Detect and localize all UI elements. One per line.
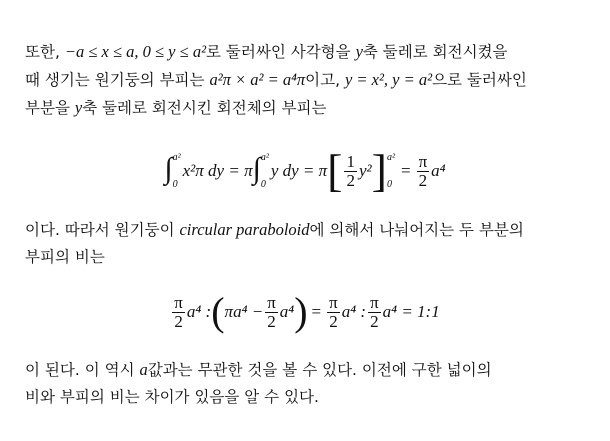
paragraph-1-line-2 <box>25 66 585 94</box>
equation-volume-integral <box>0 146 610 196</box>
upper-limit: a² <box>260 152 269 163</box>
term: πa⁴ − <box>224 302 264 321</box>
integral-limits <box>173 152 181 190</box>
paragraph-2-line-2 <box>25 244 585 271</box>
text: 이 된다. 이 역시 <box>25 361 135 379</box>
paragraph-2 <box>25 216 585 271</box>
lower-limit: 0 <box>172 179 178 190</box>
upper-limit: a² <box>386 152 395 163</box>
math-inline: −a ≤ x ≤ a, 0 ≤ y ≤ a² <box>64 42 207 61</box>
upper-limit: a² <box>172 152 181 163</box>
equals-sign: = <box>311 302 322 321</box>
fraction <box>327 294 340 331</box>
text: 값과는 무관한 것을 볼 수 있다. 이전에 구한 넓이의 <box>147 361 492 379</box>
text: 이고, <box>305 71 340 89</box>
paragraph-3-line-2 <box>25 384 585 411</box>
term: a⁴ : <box>186 302 212 321</box>
text: 에 의해서 나눠어지는 두 부분의 <box>309 221 524 239</box>
fraction <box>172 294 185 331</box>
math-inline: circular paraboloid <box>179 220 310 239</box>
text: 부분을 <box>25 99 70 117</box>
fraction <box>417 153 430 190</box>
integrand: y dy = π <box>270 161 328 180</box>
term: a⁴ : <box>341 302 367 321</box>
equation-volume-ratio <box>0 287 610 337</box>
right-bracket: ] <box>371 145 387 196</box>
denominator: 2 <box>329 311 338 331</box>
numerator: π <box>418 151 428 171</box>
term: a⁴ = 1:1 <box>382 302 440 321</box>
integrand: x²π dy = π <box>182 161 253 180</box>
denominator: 2 <box>346 170 355 190</box>
fraction <box>265 294 278 331</box>
paragraph-2-line-1 <box>25 216 585 244</box>
text: 비와 부피의 비는 차이가 있음을 알 수 있다. <box>25 388 319 406</box>
denominator: 2 <box>370 311 379 331</box>
numerator: π <box>267 292 276 312</box>
left-bracket: [ <box>327 145 343 196</box>
evaluation-limits <box>387 152 395 190</box>
numerator: π <box>370 292 379 312</box>
denominator: 2 <box>267 311 276 331</box>
term: y² <box>358 161 372 180</box>
math-inline: y <box>355 42 363 61</box>
text: 부피의 비는 <box>25 248 105 266</box>
numerator: 1 <box>346 151 355 171</box>
text: 축 둘레로 회전시킨 회전체의 부피는 <box>82 99 327 117</box>
integral-limits <box>261 152 269 190</box>
left-paren: ( <box>211 289 225 334</box>
term: a⁴ <box>279 302 295 321</box>
text: 으로 둘러싸인 <box>432 71 527 89</box>
math-inline: a <box>139 360 148 379</box>
paragraph-1 <box>25 38 585 122</box>
paragraph-1-line-1 <box>25 38 585 66</box>
text: 축 둘레로 회전시켰을 <box>362 43 508 61</box>
math-inline: a²π × a² = a⁴π <box>209 70 306 89</box>
paragraph-1-line-3 <box>25 94 585 122</box>
math-inline: y <box>74 98 83 117</box>
fraction <box>368 294 381 331</box>
text: 이다. 따라서 원기둥이 <box>25 221 175 239</box>
numerator: π <box>329 292 338 312</box>
integral-sign: ∫ <box>164 152 173 185</box>
lower-limit: 0 <box>386 179 392 190</box>
numerator: π <box>174 292 183 312</box>
paragraph-3-line-1 <box>25 356 585 384</box>
denominator: 2 <box>418 170 428 190</box>
equals-sign: = <box>400 161 411 180</box>
lower-limit: 0 <box>260 179 266 190</box>
term: a⁴ <box>431 161 446 180</box>
math-inline: y = x², y = a² <box>344 70 433 89</box>
paragraph-3 <box>25 356 585 411</box>
text: 로 둘러싸인 사각형을 <box>206 43 351 61</box>
integral-sign: ∫ <box>252 152 261 185</box>
denominator: 2 <box>174 311 183 331</box>
right-paren: ) <box>294 289 308 334</box>
text: 때 생기는 원기둥의 부피는 <box>25 71 205 89</box>
fraction <box>344 153 357 190</box>
text: 또한, <box>25 43 60 61</box>
